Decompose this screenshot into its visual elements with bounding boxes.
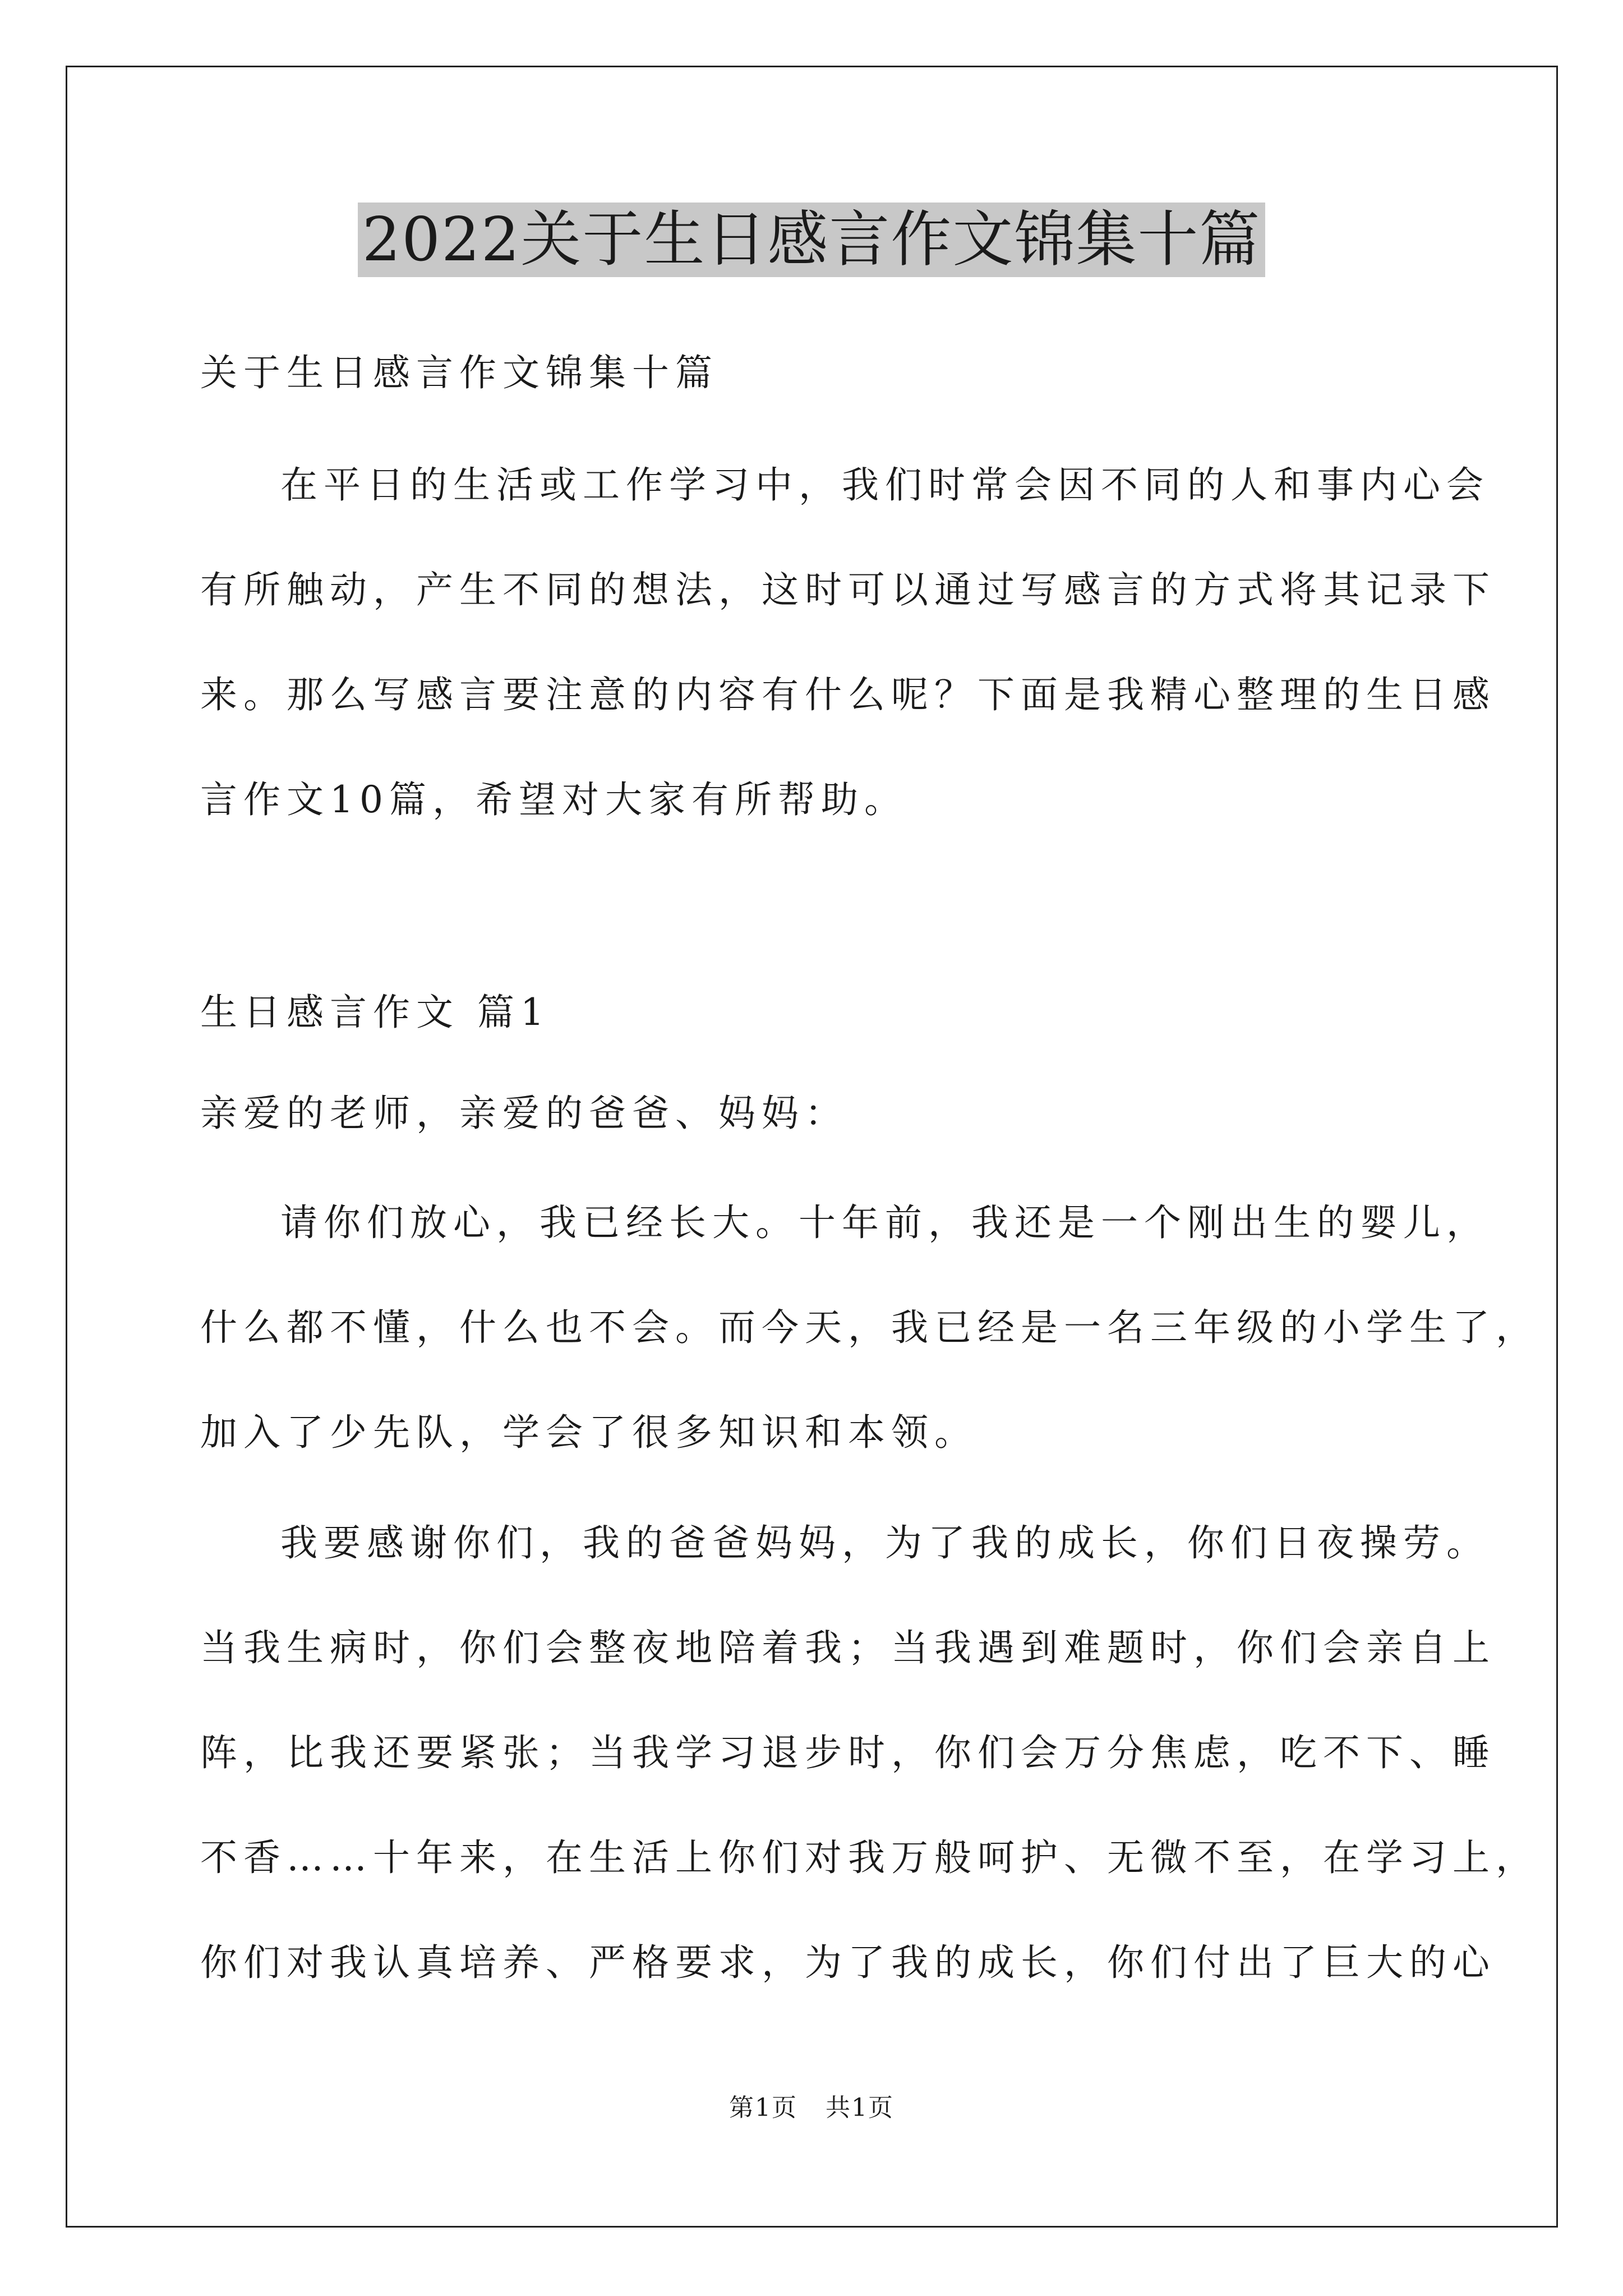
- section-heading: 生日感言作文 篇1: [200, 991, 550, 1034]
- paragraph-line: 我要感谢你们，我的爸爸妈妈，为了我的成长，你们日夜操劳。: [280, 1521, 1490, 1565]
- paragraph-line: 当我生病时，你们会整夜地陪着我；当我遇到难题时，你们会亲自上: [200, 1626, 1496, 1669]
- document-title: [0, 201, 1623, 279]
- paragraph-line: 阵，比我还要紧张；当我学习退步时，你们会万分焦虑，吃不下、睡: [200, 1731, 1496, 1774]
- paragraph-line: 请你们放心，我已经长大。十年前，我还是一个刚出生的婴儿，: [280, 1201, 1490, 1244]
- document-subtitle: 关于生日感言作文锦集十篇: [200, 351, 718, 394]
- salutation: 亲爱的老师，亲爱的爸爸、妈妈：: [200, 1092, 848, 1135]
- intro-line: 在平日的生活或工作学习中，我们时常会因不同的人和事内心会: [280, 463, 1490, 507]
- document-title-text: 2022关于生日感言作文锦集十篇: [358, 203, 1266, 277]
- paragraph-line: 加入了少先队，学会了很多知识和本领。: [200, 1411, 978, 1454]
- page-number: 第1页: [729, 2093, 797, 2122]
- intro-line: 来。那么写感言要注意的内容有什么呢？下面是我精心整理的生日感: [200, 673, 1496, 716]
- intro-line: 有所触动，产生不同的想法，这时可以通过写感言的方式将其记录下: [200, 568, 1496, 611]
- paragraph-line: 不香……十年来，在生活上你们对我万般呵护、无微不至，在学习上，: [200, 1836, 1539, 1879]
- page-total: 共1页: [826, 2093, 894, 2122]
- paragraph-line: 什么都不懂，什么也不会。而今天，我已经是一名三年级的小学生了，: [200, 1306, 1539, 1349]
- intro-line: 言作文10篇，希望对大家有所帮助。: [200, 778, 907, 821]
- paragraph-line: 你们对我认真培养、严格要求，为了我的成长，你们付出了巨大的心: [200, 1941, 1496, 1984]
- page-footer: [0, 2091, 1623, 2125]
